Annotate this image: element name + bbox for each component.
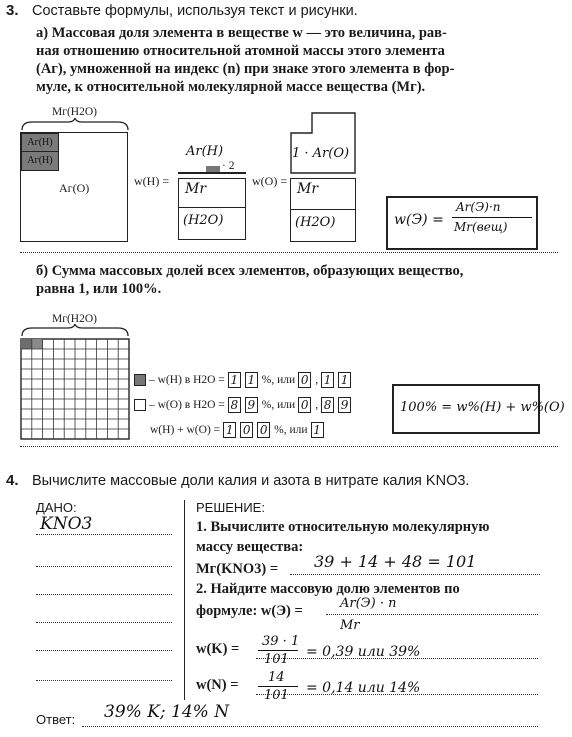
step1-line2: массу вещества: bbox=[196, 539, 304, 555]
task4-title: Вычислите массовые доли калия и азота в нитрате калия KNO3. bbox=[32, 473, 470, 489]
task3-part-b-text bbox=[36, 262, 556, 298]
part-b-line-2: равна 1, или 100%. bbox=[36, 281, 162, 297]
diagram-a-brace bbox=[20, 118, 130, 132]
wH-gray-cell bbox=[206, 166, 220, 172]
row1-dec-d3: 1 bbox=[338, 372, 351, 388]
hw-sum: 100% = w%(H) + w%(O) bbox=[400, 400, 565, 415]
wK-bottom: 101 bbox=[264, 652, 289, 667]
task3-number: 3. bbox=[6, 2, 19, 19]
diagram-b-brace-label: Mг(H2O) bbox=[52, 313, 97, 325]
step2-line2: формуле: w(Э) = bbox=[196, 603, 303, 619]
formula-hw-top: Ar(Э) · n bbox=[340, 596, 397, 611]
wN-top: 14 bbox=[268, 670, 285, 685]
formula-hw-bottom: Mr bbox=[340, 618, 360, 633]
hw-formula-top: Ar(Э)·n bbox=[456, 200, 501, 214]
row3-pct-d1: 1 bbox=[223, 422, 236, 438]
wK-top: 39 · 1 bbox=[262, 634, 300, 649]
wO-hw-bottom2: (H2O) bbox=[295, 215, 336, 230]
dano-line-2 bbox=[36, 566, 172, 567]
ar-h-cell-1: Aг(H) bbox=[21, 133, 59, 153]
mr-line bbox=[290, 574, 540, 575]
task3-title: Составьте формулы, используя текст и рисунки. bbox=[32, 3, 358, 19]
wO-hw-top: 1 · Ar(O) bbox=[292, 146, 350, 161]
wH-denominator-box bbox=[178, 178, 246, 240]
diagram-a-square bbox=[20, 132, 128, 242]
wN-label: w(N) = bbox=[196, 677, 239, 693]
row1-dec-d2: 1 bbox=[321, 372, 334, 388]
divider-line-a bbox=[20, 252, 558, 253]
row3-pct-d3: 0 bbox=[257, 422, 270, 438]
wK-line bbox=[256, 658, 538, 659]
dano-line-4 bbox=[36, 622, 172, 623]
hw-formula-left: w(Э) = bbox=[394, 212, 444, 228]
part-a-line-1: а) Массовая доля элемента в веществе w — это величина, рав- bbox=[36, 25, 447, 41]
hw-formula-bottom: Mr(вещ) bbox=[454, 220, 508, 234]
step1-line1: 1. Вычислите относительную молекулярную bbox=[196, 519, 490, 535]
row1-pct-d1: 1 bbox=[228, 372, 241, 388]
wH-hw-top: Ar(H) bbox=[186, 144, 224, 159]
row2-pct-d2: 9 bbox=[245, 397, 258, 413]
row-wO bbox=[134, 397, 352, 413]
wH-label: w(H) = bbox=[134, 174, 170, 188]
wH-hw-bottom2: (H2O) bbox=[183, 213, 224, 228]
wO-denominator-box bbox=[290, 178, 356, 242]
row3-pct-d2: 0 bbox=[240, 422, 253, 438]
part-a-line-3: (Aг), умноженной на индекс (n) при знаке этого элемента в фор- bbox=[36, 61, 455, 77]
part-a-line-2: ная отношению относительной атомной массы этого элемента bbox=[36, 43, 445, 59]
part-b-line-1: б) Сумма массовых долей всех элементов, образующих вещество, bbox=[36, 263, 464, 279]
task3-part-a-text bbox=[36, 24, 556, 96]
row2-dec-comma: , bbox=[315, 399, 319, 411]
wN-bar bbox=[258, 686, 298, 687]
wH-times-two: · 2 bbox=[222, 160, 235, 172]
row1-or: %, или bbox=[261, 374, 296, 386]
wH-fraction-bar bbox=[178, 172, 246, 174]
wO-label: w(O) = bbox=[252, 174, 288, 188]
wK-label: w(K) = bbox=[196, 641, 240, 657]
formula-line bbox=[326, 614, 538, 615]
ar-h-cell-2: Aг(H) bbox=[21, 151, 59, 171]
row1-pct-d2: 1 bbox=[245, 372, 258, 388]
dano-separator bbox=[184, 500, 185, 700]
wN-bottom: 101 bbox=[264, 688, 289, 703]
row3-dec-d1: 1 bbox=[311, 422, 324, 438]
wK-bar bbox=[258, 650, 298, 651]
row3-label: w(H) + w(O) = bbox=[150, 424, 221, 436]
divider-line-b bbox=[20, 446, 558, 447]
dano-label: ДАНО: bbox=[36, 500, 77, 515]
row1-dec-comma: , bbox=[315, 374, 319, 386]
wO-numerator-shape bbox=[290, 112, 356, 174]
diagram-b-brace bbox=[20, 324, 130, 338]
diagram-b-grid bbox=[20, 338, 130, 440]
wN-rest: = 0,14 или 14% bbox=[306, 680, 421, 696]
dano-line-6 bbox=[36, 680, 172, 681]
row2-pct-d1: 8 bbox=[228, 397, 241, 413]
dano-line-3 bbox=[36, 594, 172, 595]
general-formula-box bbox=[386, 196, 538, 250]
wO-hw-bottom1: Mr bbox=[297, 181, 319, 197]
row2-dec-d1: 0 bbox=[298, 397, 311, 413]
mr-hw: 39 + 14 + 48 = 101 bbox=[314, 552, 477, 571]
gray-square-icon bbox=[134, 374, 146, 386]
answer-hw: 39% K; 14% N bbox=[104, 702, 230, 722]
part-a-line-4: муле, к относительной молекулярной массе вещества (Mг). bbox=[36, 79, 426, 95]
mr-label: Mг(KNO3) = bbox=[196, 561, 279, 577]
row2-label: – w(O) в H2O = bbox=[149, 399, 225, 411]
sum-formula-box bbox=[392, 384, 565, 434]
row1-dec-d1: 0 bbox=[298, 372, 311, 388]
ar-o-label: Aг(O) bbox=[59, 181, 90, 195]
row2-or: %, или bbox=[261, 399, 296, 411]
dano-line-5 bbox=[36, 650, 172, 651]
row-wH bbox=[134, 372, 352, 388]
reshenie-label: РЕШЕНИЕ: bbox=[196, 500, 265, 515]
task4-number: 4. bbox=[6, 472, 19, 489]
wK-rest: = 0,39 или 39% bbox=[306, 644, 421, 660]
row-sum bbox=[150, 422, 325, 438]
wN-line bbox=[256, 694, 538, 695]
white-square-icon bbox=[134, 399, 146, 411]
answer-label: Ответ: bbox=[36, 712, 76, 727]
dano-hw: KNO3 bbox=[40, 514, 93, 534]
row1-label: – w(H) в H2O = bbox=[149, 374, 225, 386]
row2-dec-d3: 9 bbox=[338, 397, 351, 413]
answer-line bbox=[82, 726, 538, 727]
row2-dec-d2: 8 bbox=[321, 397, 334, 413]
diagram-a-brace-label: Mг(H2O) bbox=[52, 106, 97, 118]
wH-hw-bottom1: Mr bbox=[185, 181, 207, 197]
row3-or: %, или bbox=[274, 424, 308, 436]
step2-line1: 2. Найдите массовую долю элементов по bbox=[196, 581, 460, 597]
dano-line-1 bbox=[36, 534, 172, 535]
